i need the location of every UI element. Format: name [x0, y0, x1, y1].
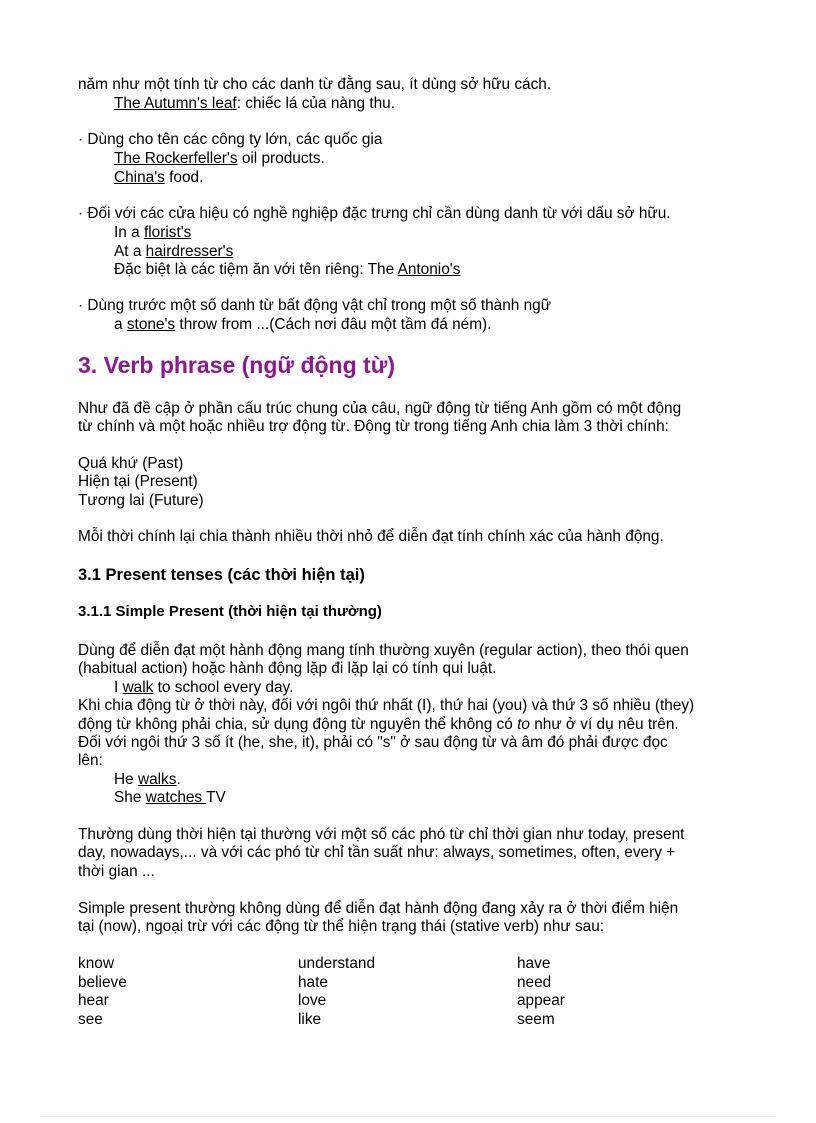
tense-item: Hiện tại (Present) — [78, 473, 198, 490]
example-line: In a florist's — [114, 224, 192, 241]
paragraph-line: từ chính và một hoặc nhiều trợ động từ. Động từ trong tiếng Anh chia làm 3 thời chính: — [78, 418, 669, 435]
example-line: The Rockerfeller's oil products. — [114, 150, 325, 167]
paragraph-line: (habitual action) hoặc hành động lặp đi lặp lại có tính qui luật. — [78, 660, 497, 677]
example-line: Đặc biệt là các tiệm ăn với tên riêng: The Antonio's — [114, 261, 461, 278]
example-line: I walk to school every day. — [114, 679, 294, 696]
paragraph-line: Simple present thường không dùng để diễn đạt hành động đang xảy ra ở thời điểm hiện — [78, 900, 679, 917]
verb-item: seem — [517, 1010, 555, 1028]
verb-item: know — [78, 955, 114, 972]
underlined-term: watches — [145, 789, 207, 806]
bullet-line: · Dùng cho tên các công ty lớn, các quốc gia — [78, 131, 383, 148]
verb-item: love — [298, 992, 327, 1009]
underlined-term: florist's — [143, 224, 192, 241]
paragraph-line: Như đã đề cập ở phần cấu trúc chung của câu, ngữ động từ tiếng Anh gồm có một động — [78, 400, 682, 417]
italic-term: to — [517, 716, 530, 733]
verb-item: have — [517, 955, 551, 972]
tense-item: Tương lai (Future) — [78, 492, 204, 509]
paragraph-line: thời gian ... — [78, 863, 155, 880]
verb-item: believe — [78, 973, 127, 991]
underlined-term: The Autumn's leaf — [114, 95, 237, 112]
paragraph-line: Đối với ngôi thứ 3 số ít (he, she, it), phải có "s" ở sau động từ và âm đó phải được đọc — [78, 734, 668, 751]
subsubsection-heading: 3.1.1 Simple Present (thời hiện tại thường) — [78, 603, 382, 620]
verb-item: understand — [298, 955, 376, 972]
verb-column — [78, 955, 127, 1029]
example-line: He walks. — [114, 771, 181, 788]
section-heading: 3. Verb phrase (ngữ động từ) — [78, 352, 396, 378]
verb-item: like — [298, 1010, 322, 1028]
example-line: She watches TV — [114, 789, 226, 806]
subsection-heading: 3.1 Present tenses (các thời hiện tại) — [78, 566, 365, 584]
page-bottom-divider — [40, 1116, 776, 1117]
bullet-line: · Dùng trước một số danh từ bất động vật chỉ trong một số thành ngữ — [78, 297, 552, 314]
paragraph-line: Thường dùng thời hiện tại thường với một số các phó từ chỉ thời gian như today, present — [78, 826, 685, 843]
underlined-term: walks — [137, 771, 177, 788]
example-line: At a hairdresser's — [114, 243, 234, 260]
paragraph-line: day, nowadays,... và với các phó từ chỉ tần suất như: always, sometimes, often, every + — [78, 844, 676, 861]
verb-item: need — [517, 973, 552, 991]
underlined-term: Antonio's — [397, 261, 461, 278]
underlined-term: The Rockerfeller's — [114, 150, 238, 167]
paragraph-line: Mỗi thời chính lại chia thành nhiều thời nhỏ để diễn đạt tính chính xác của hành động. — [78, 528, 664, 545]
bullet-line: · Đối với các cửa hiệu có nghề nghiệp đặc trưng chỉ cần dùng danh từ với dấu sở hữu. — [78, 205, 671, 222]
verb-item: see — [78, 1010, 103, 1028]
paragraph-line: động từ không phải chia, sử dụng động từ nguyên thể không có to như ở ví dụ nêu trên. — [78, 716, 679, 733]
example-line: The Autumn's leaf: chiếc lá của nàng thu. — [114, 95, 396, 112]
underlined-term: walk — [122, 679, 154, 696]
verb-item: hate — [298, 973, 328, 991]
text-line: năm như một tính từ cho các danh từ đằng sau, ít dùng sở hữu cách. — [78, 76, 552, 93]
verb-column — [517, 955, 565, 1029]
paragraph-line: Khi chia động từ ở thời này, đối với ngôi thứ nhất (I), thứ hai (you) và thứ 3 số nhiều (they) — [78, 697, 695, 714]
underlined-term: stone's — [126, 316, 176, 333]
verb-item: hear — [78, 992, 109, 1009]
verb-item: appear — [517, 992, 565, 1009]
underlined-term: China's — [114, 169, 165, 186]
underlined-term: hairdresser's — [145, 243, 234, 260]
example-line: a stone's throw from ...(Cách nơi đâu một tầm đá ném). — [114, 316, 492, 333]
verb-column — [298, 955, 375, 1029]
example-line: China's food. — [114, 169, 204, 186]
paragraph-line: tại (now), ngoại trừ với các động từ thể hiện trạng thái (stative verb) như sau: — [78, 918, 605, 935]
tense-item: Quá khứ (Past) — [78, 455, 184, 472]
paragraph-line: Dùng để diễn đạt một hành động mang tính thường xuyên (regular action), theo thói quen — [78, 642, 689, 659]
paragraph-line: lên: — [78, 752, 103, 769]
